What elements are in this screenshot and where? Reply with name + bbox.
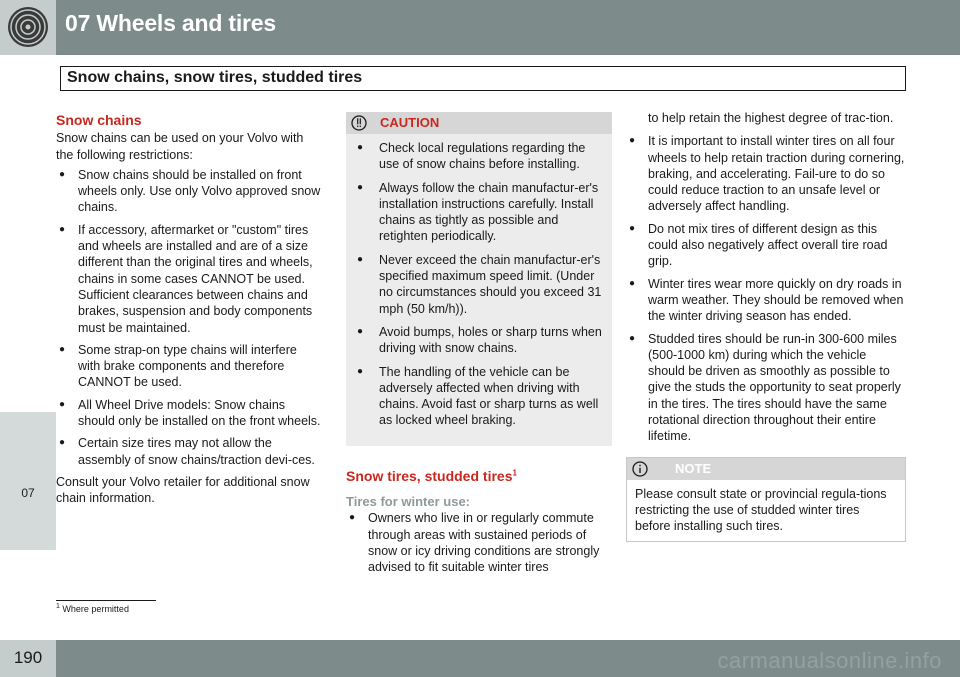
list-item: ● The handling of the vehicle can be adversely affected when driving with chains. Avoid fast or sharp turns as well as locked wheel braking.: [357, 364, 599, 428]
snow-chains-heading: Snow chains: [56, 112, 142, 128]
footnote-marker: 1: [56, 603, 60, 610]
bullet-icon: ●: [629, 277, 636, 289]
bullet-icon: ●: [629, 135, 636, 147]
footnote-text: Where permitted: [62, 604, 129, 614]
footnote-divider: [56, 600, 156, 601]
chapter-icon-box: [0, 0, 56, 55]
chapter-title: 07 Wheels and tires: [65, 10, 276, 36]
list-item: ● Snow chains should be installed on front wheels only. Use only Volvo approved snow chains.: [59, 167, 321, 215]
winter-tires-list-start: [346, 510, 612, 575]
list-item: ● Never exceed the chain manufactur-er's specified maximum speed limit. (Under no circumstances should you exceed 31 mph (50 km/h)).: [357, 252, 602, 316]
list-item: ● Winter tires wear more quickly on dry roads in warm weather. They should be removed when the winter driving season has ended.: [629, 276, 904, 324]
bullet-icon: ●: [357, 325, 364, 337]
footnote-ref: 1: [512, 468, 517, 478]
info-icon: [632, 461, 648, 477]
note-header: [627, 458, 905, 480]
bullet-icon: ●: [357, 142, 364, 153]
bullet-icon: ●: [59, 437, 66, 449]
snow-chains-intro: Snow chains can be used on your Volvo with the following restrictions:: [56, 131, 304, 162]
list-item: ● It is important to install winter tires on all four wheels to help retain traction during cornering, braking, and accelerating. Fail-ure to do so could reduce traction to an unsafe level or adversely affect handling.: [629, 134, 905, 214]
column-1: [56, 112, 322, 511]
list-item: ● Avoid bumps, holes or sharp turns when driving with snow chains.: [357, 324, 602, 356]
bullet-icon: ●: [629, 332, 636, 344]
side-strip: [0, 55, 56, 640]
snow-chains-list: [56, 167, 322, 468]
list-item: ● Studded tires should be run-in 300-600 miles (500-1000 km) during which the vehicle should be driven as smoothly as possible to give the studs the opportunity to seat properly in the tires. The tires should have the same rotational direction throughout their entire lifetime.: [629, 331, 901, 444]
chapter-side-tab-label: 07: [21, 486, 35, 500]
caution-label: CAUTION: [380, 115, 440, 130]
list-item: ● Check local regulations regarding the use of snow chains before installing.: [357, 141, 586, 172]
bullet-icon: ●: [629, 222, 636, 234]
snow-chains-outro: Consult your Volvo retailer for additional snow chain information.: [56, 474, 310, 506]
snow-tires-heading: Snow tires, studded tires$^1$: [346, 467, 517, 484]
wheel-icon: [6, 5, 50, 49]
section-title: Snow chains, snow tires, studded tires: [67, 69, 363, 86]
page-number-box: [0, 640, 56, 677]
winter-use-subheading: Tires for winter use:: [346, 494, 471, 510]
section-bar: [56, 55, 960, 100]
list-item: ● If accessory, aftermarket or "custom" tires and wheels are installed and are of a size different than the original tires and wheels, chains in some cases CANNOT be used. Sufficient clearances between chains and brakes, suspension and body components must be maintained.: [59, 222, 313, 335]
page-number: 190: [13, 648, 43, 667]
note-label: NOTE: [675, 460, 712, 476]
watermark: carmanualsonline.info: [717, 648, 942, 673]
list-item: ● Owners who live in or regularly commute through areas with sustained periods of snow or icy driving conditions are strongly advised to fit suitable winter tires: [349, 511, 600, 575]
bullet-icon: ●: [59, 168, 66, 180]
caution-box: [346, 112, 612, 446]
winter-tires-continuation: to help retain the highest degree of trac-tion.: [648, 111, 894, 125]
list-item: ● Some strap-on type chains will interfere with brake components and therefore CANNOT be used.: [59, 342, 297, 390]
bullet-icon: ●: [357, 253, 364, 265]
caution-list: [346, 134, 612, 429]
column-3: [626, 110, 906, 542]
list-item: ● All Wheel Drive models: Snow chains should only be installed on the front wheels.: [59, 397, 321, 429]
bullet-icon: ●: [357, 365, 364, 377]
footnote: [56, 604, 129, 614]
bullet-icon: ●: [357, 181, 364, 193]
list-item: ● Do not mix tires of different design as this could also negatively affect overall tire road grip.: [629, 221, 888, 269]
list-item: ● Always follow the chain manufactur-er's installation instructions carefully. Install chains as tightly as possible and retighten periodically.: [357, 180, 599, 244]
winter-tires-list: [626, 133, 906, 444]
bullet-icon: ●: [59, 223, 66, 235]
section-title-box: [60, 66, 906, 91]
column-2: [346, 112, 612, 582]
note-box: [626, 457, 906, 542]
chapter-side-tab: [0, 412, 56, 550]
chapter-header: [0, 0, 960, 55]
warning-icon: [351, 115, 367, 131]
note-text: Please consult state or provincial regula-tions restricting the use of studded winter tires before installing such tires.: [635, 486, 887, 534]
caution-header: [346, 112, 612, 134]
bullet-icon: ●: [349, 512, 356, 524]
bullet-icon: ●: [59, 343, 66, 355]
bullet-icon: ●: [59, 398, 66, 410]
list-item: ● Certain size tires may not allow the assembly of snow chains/traction devi-ces.: [59, 436, 315, 467]
page-footer: [0, 640, 960, 677]
